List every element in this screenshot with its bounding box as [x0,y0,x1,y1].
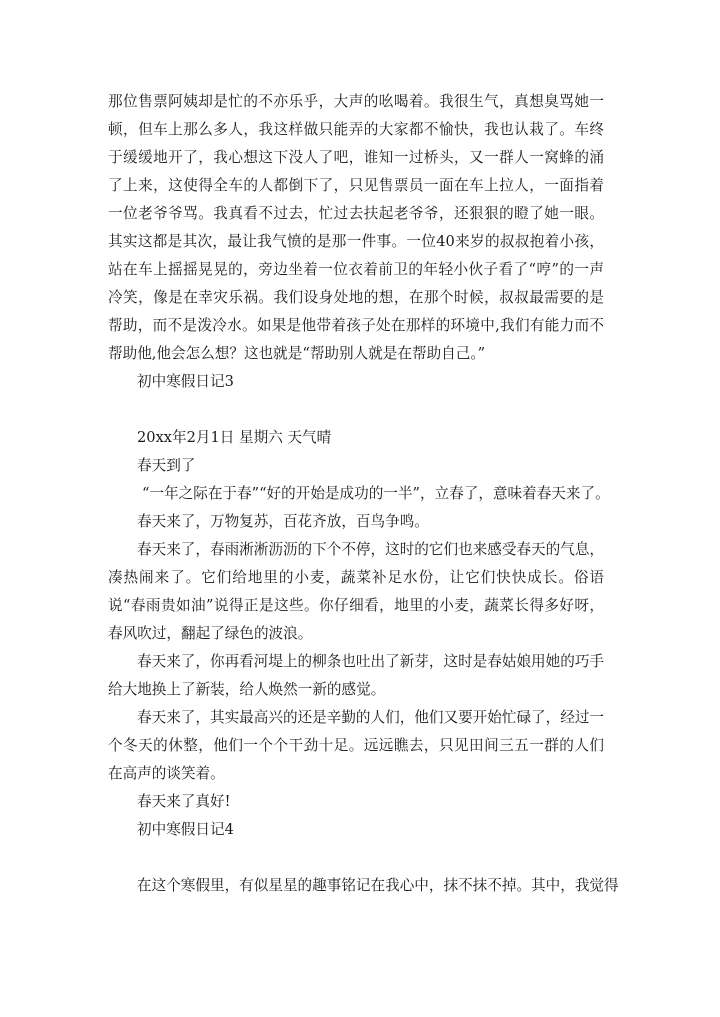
paragraph-bus-story: 那位售票阿姨却是忙的不亦乐乎，大声的吆喝着。我很生气，真想臭骂她一顿，但车上那么多人，我这样做只能弄的大家都不愉快，我也认栽了。车终于缓缓地开了，我心想这下没人了吧，谁知一过桥头，又一群人一窝蜂的涌了上来，这使得全车的人都倒下了，只见售票员一面在车上拉人，一面指着一位老爷爷骂。我真看不过去，忙过去扶起老爷爷，还狠狠的瞪了她一眼。其实这都是其次，最让我气愤的是那一件事。一位40来岁的叔叔抱着小孩，站在车上摇摇晃晃的，旁边坐着一位衣着前卫的年轻小伙子看了“哼”的一声冷笑，像是在幸灾乐祸。我们设身处地的想，在那个时候，叔叔最需要的是帮助，而不是泼冷水。如果是他带着孩子处在那样的环境中,我们有能力而不帮助他,他会怎么想？这也就是“帮助别人就是在帮助自己。” [108,93,604,362]
diary-heading-4: 初中寒假日记4 [137,821,234,838]
diary-title: 春天到了 [137,457,196,474]
paragraph-winter-break: 在这个寒假里，有似星星的趣事铭记在我心中，抹不抹不掉。其中，我觉得 [137,877,619,894]
paragraph-working-people: 春天来了，其实最高兴的还是辛勤的人们，他们又要开始忙碌了，经过一个冬天的休整，他们一个个干劲十足。远远瞧去，只见田间三五一群的人们在高声的谈笑着。 [108,709,605,782]
paragraph-willows: 春天来了，你再看河堤上的柳条也吐出了新芽，这时是春姑娘用她的巧手给大地换上了新装，给人焕然一新的感觉。 [108,653,605,698]
paragraph-proverb: “一年之际在于春”“好的开始是成功的一半”，立春了，意味着春天来了。 [142,485,610,502]
paragraph-spring-revival: 春天来了，万物复苏，百花齐放，百鸟争鸣。 [137,513,429,530]
paragraph-spring-good: 春天来了真好! [137,793,231,810]
paragraph-spring-rain: 春天来了，春雨淅淅沥沥的下个不停，这时的它们也来感受春天的气息，凑热闹来了。它们给地里的小麦，蔬菜补足水份，让它们快快成长。俗语说“春雨贵如油”说得正是这些。你仔细看，地里的小麦，蔬菜长得多好呀，春风吹过，翻起了绿色的波浪。 [108,541,605,642]
diary-heading-3: 初中寒假日记3 [137,373,234,390]
diary-date-line: 20xx年2月1日 星期六 天气晴 [137,429,332,446]
